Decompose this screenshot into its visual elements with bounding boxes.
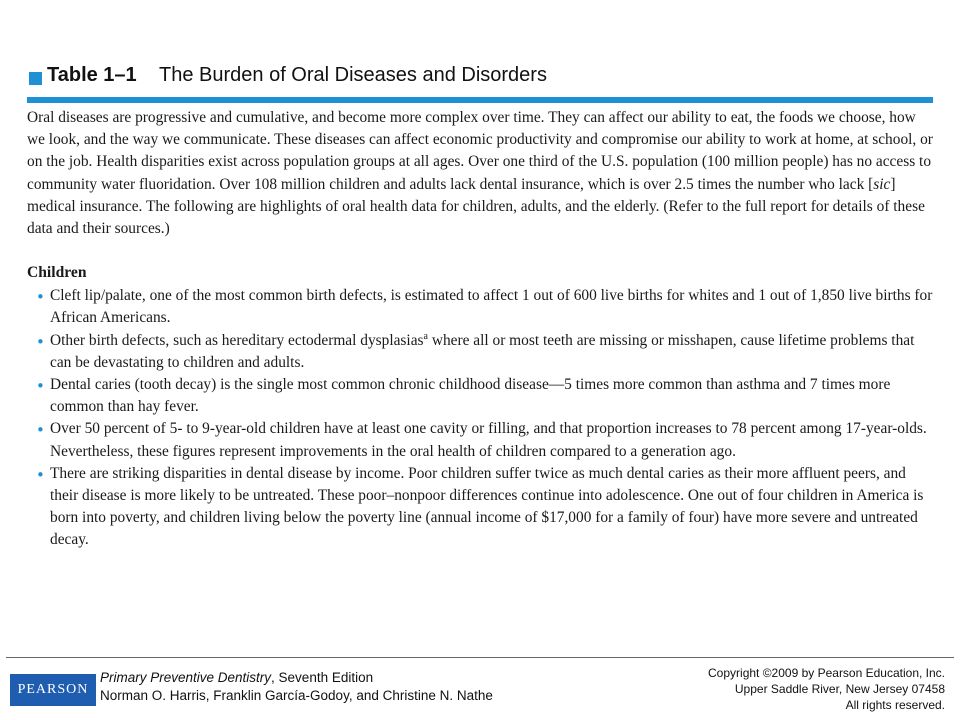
list-item [27, 374, 933, 418]
book-citation [100, 669, 493, 705]
table-title: The Burden of Oral Diseases and Disorders [159, 64, 547, 86]
square-bullet-icon [29, 72, 42, 85]
intro-paragraph [27, 107, 933, 240]
section-heading: Children [27, 264, 87, 282]
copyright-line: All rights reserved. [845, 698, 945, 712]
bullet-text: There are striking disparities in dental disease by income. Poor children suffer twice as much dental caries as their more affluent peers, and their disease is more likely to be untreated. These poor–nonpoor differences continue into adolescence. One out of four children in America is born into poverty, and children living below the poverty line (annual income of $17,000 for a family of four) have more severe and untreated decay. [50, 464, 924, 549]
publisher-logo: PEARSON [10, 674, 96, 706]
list-item [27, 285, 933, 329]
footer-divider [6, 657, 954, 658]
bullet-icon: • [36, 421, 45, 440]
children-bullet-list [27, 285, 933, 551]
footnote-marker: a [423, 330, 428, 342]
intro-text-part-1: Oral diseases are progressive and cumulative, and become more complex over time. They can affect our ability to eat, the foods we choose, how we look, and the way we communicate. These diseases can affect economic productivity and compromise our ability to work at home, at school, or on the job. Health disparities exist across population groups at all ages. Over one third of the U.S. population (100 million people) has no access to community water fluoridation. Over 108 million children and adults lack dental insurance, which is over 2.5 times the number who lack [ [27, 109, 933, 193]
bullet-icon: • [36, 332, 45, 351]
header-rule [27, 97, 933, 103]
bullet-icon: • [36, 288, 45, 307]
book-edition: , Seventh Edition [271, 670, 374, 685]
list-item [27, 418, 933, 462]
list-item [27, 330, 933, 374]
table-label: Table 1–1 [47, 64, 137, 86]
copyright-line: Upper Saddle River, New Jersey 07458 [734, 682, 945, 696]
bullet-text: Dental caries (tooth decay) is the single most common chronic childhood disease—5 times more common than asthma and 7 times more common than hay fever. [50, 376, 891, 416]
bullet-icon: • [36, 465, 45, 484]
intro-text-part-2: ] medical insurance. The following are highlights of oral health data for children, adults, and the elderly. (Refer to the full report for details of these data and their sources.) [27, 175, 925, 238]
book-title: Primary Preventive Dentistry [100, 670, 272, 685]
book-authors: Norman O. Harris, Franklin García-Godoy, and Christine N. Nathe [100, 688, 493, 703]
sic-marker: sic [873, 175, 891, 193]
list-item [27, 463, 933, 552]
page-footer [0, 653, 960, 720]
bullet-icon: • [36, 377, 45, 396]
table-header [27, 62, 933, 92]
copyright-line: Copyright ©2009 by Pearson Education, Inc. [708, 666, 945, 680]
bullet-text: Over 50 percent of 5- to 9-year-old children have at least one cavity or filling, and that proportion increases to 78 percent among 17-year-olds. Nevertheless, these figures represent improvements in the oral health of children compared to a generation ago. [50, 420, 927, 460]
bullet-text: Cleft lip/palate, one of the most common birth defects, is estimated to affect 1 out of 600 live births for whites and 1 out of 1,850 live births for African Americans. [50, 287, 933, 327]
bullet-text-continued: where all or most teeth are missing or misshapen, cause lifetime problems that can be devastating to children and adults. [50, 331, 915, 371]
table-body [27, 107, 933, 552]
bullet-text: Other birth defects, such as hereditary ectodermal dysplasias [50, 331, 424, 349]
copyright-notice [708, 665, 945, 713]
